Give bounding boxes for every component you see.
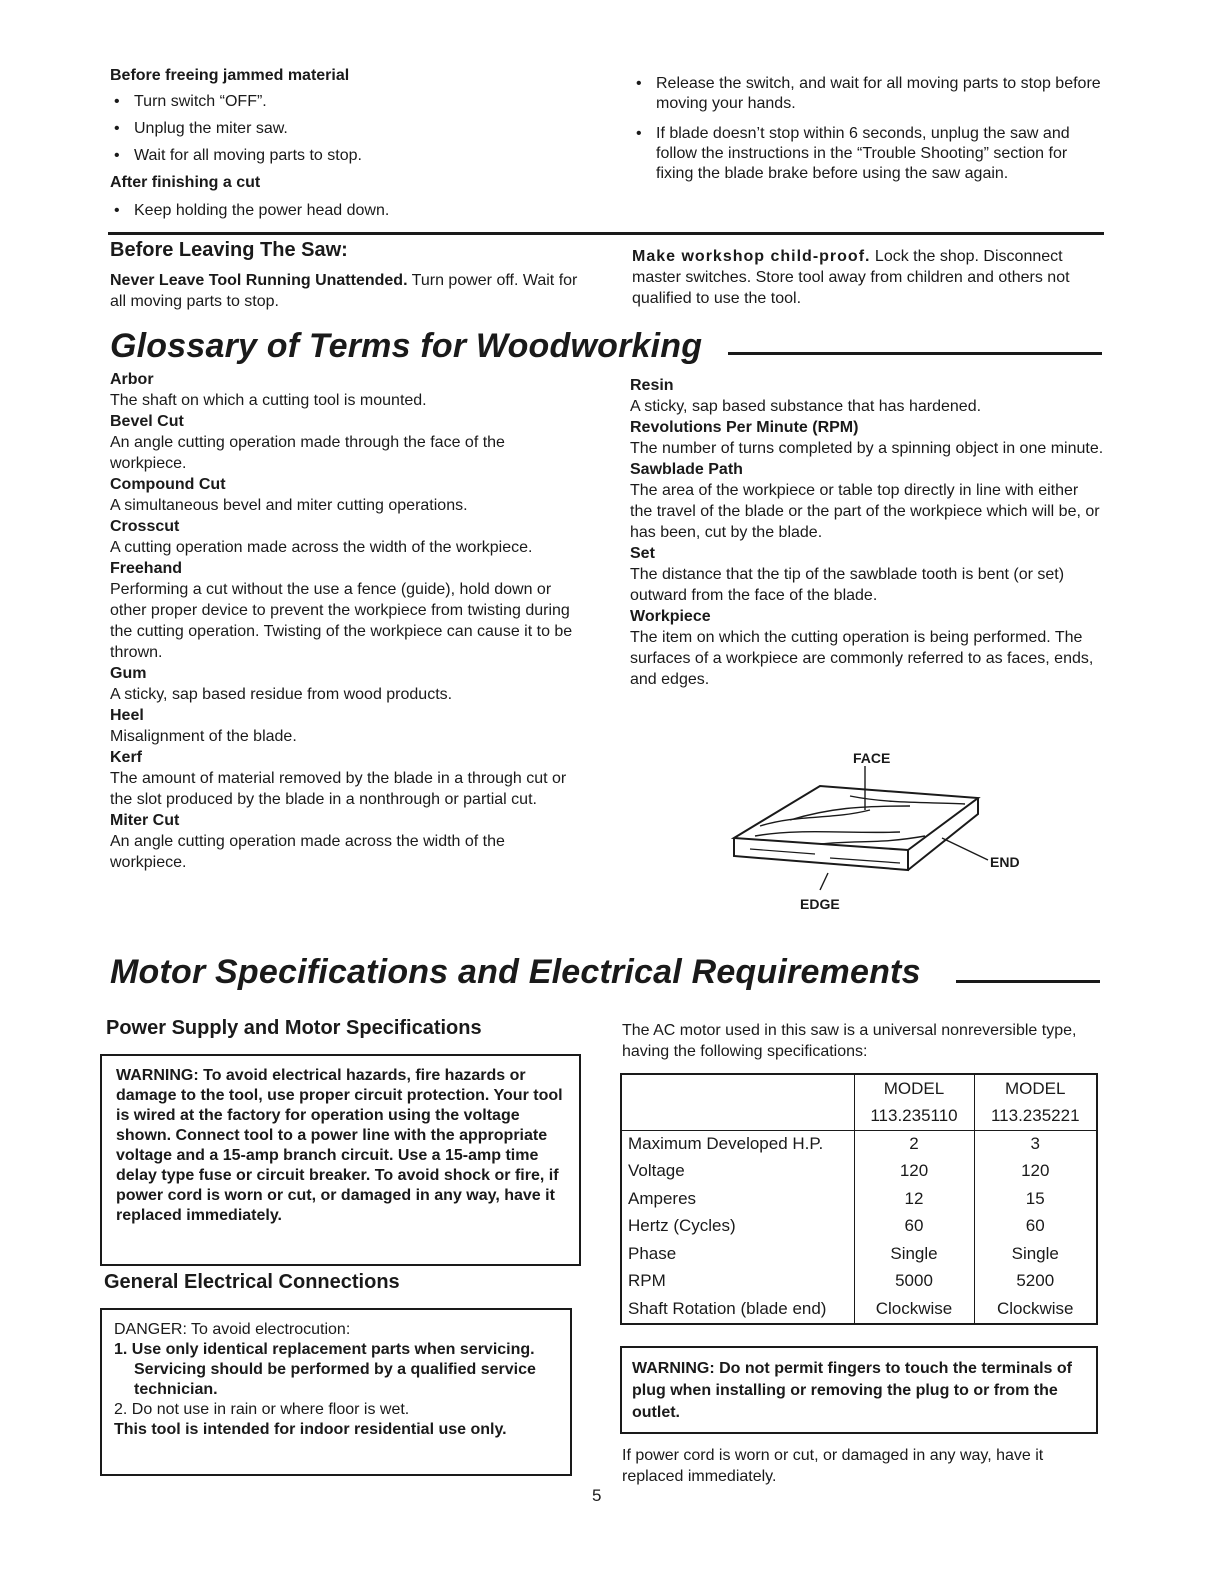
- table-header: MODEL: [1005, 1078, 1066, 1098]
- glossary-def: The number of turns completed by a spinning object in one minute.: [630, 440, 1104, 457]
- glossary-term: Set: [630, 545, 655, 562]
- table-cell: 12: [854, 1185, 974, 1213]
- table-cell: 15: [1025, 1188, 1045, 1208]
- table-cell: Shaft Rotation (blade end): [622, 1295, 854, 1323]
- glossary-def: A sticky, sap based residue from wood products.: [110, 686, 453, 703]
- glossary-def: An angle cutting operation made through the face of the workpiece.: [110, 434, 505, 472]
- glossary-def: A cutting operation made across the width of the workpiece.: [110, 539, 533, 556]
- plug-warning-text: WARNING: Do not permit fingers to touch the terminals of plug when installing or removing the plug to or from the outlet.: [632, 1360, 1072, 1421]
- release-section: [632, 74, 1104, 191]
- table-cell: 120: [1021, 1161, 1050, 1181]
- after-cut-list: [110, 201, 590, 221]
- danger-box: [100, 1308, 572, 1476]
- table-header: MODEL: [854, 1075, 974, 1103]
- glossary-def: The distance that the tip of the sawblade tooth is bent (or set) outward from the face of the blade.: [630, 566, 1065, 604]
- glossary-term: Gum: [110, 665, 147, 682]
- workpiece-diagram: [720, 748, 1040, 918]
- childproof-section: [632, 246, 1104, 309]
- warning-box: [100, 1054, 581, 1266]
- table-cell: 2: [854, 1130, 974, 1158]
- childproof-text: Make workshop child-proof. Lock the shop. Disconnect master switches. Store tool away from children and others not qualified to use the tool.: [632, 248, 1070, 307]
- table-cell: Single: [854, 1240, 974, 1268]
- table-cell: 60: [1025, 1216, 1045, 1236]
- jammed-list: [110, 92, 590, 166]
- end-label: END: [990, 854, 1020, 870]
- general-connections-heading: General Electrical Connections: [104, 1271, 400, 1293]
- list-item: • Keep holding the power head down.: [110, 201, 590, 221]
- workpiece-figure: [720, 748, 1040, 918]
- jammed-heading: Before freeing jammed material: [110, 67, 350, 84]
- table-cell: Maximum Developed H.P.: [622, 1130, 854, 1158]
- table-row: [622, 1268, 1096, 1296]
- glossary-term: Arbor: [110, 371, 154, 388]
- glossary-def: The area of the workpiece or table top directly in line with either the travel of the blade or the part of the workpiece which will be, or has been, cut by the blade.: [630, 482, 1100, 541]
- table-cell: [622, 1075, 854, 1103]
- list-item: • Release the switch, and wait for all moving parts to stop before moving your hands.: [632, 74, 1104, 114]
- table-row: [622, 1295, 1096, 1323]
- face-label: FACE: [853, 750, 891, 766]
- table-row: [622, 1213, 1096, 1241]
- glossary-def: Misalignment of the blade.: [110, 728, 297, 745]
- glossary-term: Crosscut: [110, 518, 180, 535]
- danger-item: 1. Use only identical replacement parts when servicing. Servicing should be performed by a qualified service technician.: [114, 1341, 536, 1398]
- glossary-term: Revolutions Per Minute (RPM): [630, 419, 859, 436]
- list-item: • If blade doesn’t stop within 6 seconds, unplug the saw and follow the instructions in the “Trouble Shooting” section for fixing the blade brake before using the saw again.: [632, 124, 1104, 184]
- table-cell: Single: [1011, 1243, 1059, 1263]
- leaving-heading: Before Leaving The Saw:: [110, 239, 348, 261]
- table-cell: 120: [854, 1158, 974, 1186]
- edge-label: EDGE: [800, 896, 840, 912]
- table-header: 113.235221: [990, 1106, 1080, 1125]
- glossary-def: The shaft on which a cutting tool is mounted.: [110, 392, 427, 409]
- table-cell: Clockwise: [996, 1298, 1074, 1318]
- spec-table-wrap: [620, 1073, 1098, 1325]
- table-cell: Voltage: [622, 1158, 854, 1186]
- danger-item: 2. Do not use in rain or where floor is wet.: [114, 1401, 410, 1418]
- plug-warning-box: [620, 1346, 1098, 1434]
- jammed-section: [110, 66, 590, 228]
- list-item: • Wait for all moving parts to stop.: [110, 146, 590, 166]
- list-item: • Unplug the miter saw.: [110, 119, 590, 139]
- glossary-def: The item on which the cutting operation is being performed. The surfaces of a workpiece are commonly referred to as faces, ends, and edges.: [630, 629, 1094, 688]
- table-row: [622, 1240, 1096, 1268]
- table-header: 113.235110: [854, 1103, 974, 1131]
- table-cell: 5000: [854, 1268, 974, 1296]
- glossary-title: Glossary of Terms for Woodworking: [110, 327, 703, 365]
- childproof-lead: Make workshop child-proof.: [632, 248, 871, 265]
- glossary-def: Performing a cut without the use a fence (guide), hold down or other proper device to prevent the workpiece from twisting during the cutting operation. Twisting of the workpiece can cause it to be thrown.: [110, 581, 573, 661]
- glossary-term: Bevel Cut: [110, 413, 184, 430]
- glossary-term: Freehand: [110, 560, 183, 577]
- table-row: [622, 1185, 1096, 1213]
- motor-title-rule: [956, 980, 1100, 983]
- table-cell: Clockwise: [854, 1295, 974, 1323]
- glossary-term: Sawblade Path: [630, 461, 743, 478]
- glossary-term: Compound Cut: [110, 476, 226, 493]
- table-row: [622, 1130, 1096, 1158]
- danger-tail: This tool is intended for indoor residential use only.: [114, 1421, 507, 1438]
- motor-title: Motor Specifications and Electrical Requirements: [110, 953, 921, 991]
- motor-intro: The AC motor used in this saw is a universal nonreversible type, having the following specifications:: [622, 1022, 1077, 1060]
- table-cell: 60: [854, 1213, 974, 1241]
- table-cell: Amperes: [622, 1185, 854, 1213]
- power-supply-heading: Power Supply and Motor Specifications: [106, 1017, 482, 1039]
- leaving-lead: Never Leave Tool Running Unattended.: [110, 272, 408, 289]
- table-cell: RPM: [622, 1268, 854, 1296]
- table-cell: Phase: [622, 1240, 854, 1268]
- glossary-left: [110, 369, 584, 873]
- glossary-right: [630, 375, 1104, 690]
- warning-text: WARNING: To avoid electrical hazards, fire hazards or damage to the tool, use proper circuit protection. Your tool is wired at the factory for operation using the voltage shown. Connect tool to a power line with the appropriate voltage and a 15-amp branch circuit. Use a 15-amp time delay type fuse or circuit breaker. To avoid shock or fire, if power cord is worn or cut, or damaged in any way, have it replaced immediately.: [116, 1067, 563, 1224]
- glossary-term: Resin: [630, 377, 674, 394]
- table-cell: [622, 1103, 854, 1131]
- table-row: [622, 1158, 1096, 1186]
- section-divider: [108, 232, 1104, 235]
- glossary-term: Heel: [110, 707, 144, 724]
- table-cell: 3: [1030, 1134, 1040, 1153]
- leaving-section: [110, 238, 586, 312]
- glossary-term: Miter Cut: [110, 812, 180, 829]
- release-list: [632, 74, 1104, 184]
- danger-lead: DANGER: To avoid electrocution:: [114, 1321, 351, 1338]
- footer-note: If power cord is worn or cut, or damaged in any way, have it replaced immediately.: [622, 1447, 1044, 1485]
- list-item: • Turn switch “OFF”.: [110, 92, 590, 112]
- spec-table: [622, 1075, 1096, 1323]
- page-number: 5: [592, 1486, 602, 1505]
- glossary-def: The amount of material removed by the blade in a through cut or the slot produced by the blade in a nonthrough or partial cut.: [110, 770, 567, 808]
- glossary-term: Workpiece: [630, 608, 711, 625]
- glossary-term: Kerf: [110, 749, 143, 766]
- glossary-title-rule: [728, 352, 1102, 355]
- glossary-def: An angle cutting operation made across the width of the workpiece.: [110, 833, 505, 871]
- glossary-def: A sticky, sap based substance that has hardened.: [630, 398, 982, 415]
- table-cell: 5200: [1016, 1271, 1055, 1291]
- glossary-def: A simultaneous bevel and miter cutting operations.: [110, 497, 468, 514]
- after-cut-heading: After finishing a cut: [110, 174, 261, 191]
- table-cell: Hertz (Cycles): [622, 1213, 854, 1241]
- leaving-text: Never Leave Tool Running Unattended. Turn power off. Wait for all moving parts to stop.: [110, 272, 578, 310]
